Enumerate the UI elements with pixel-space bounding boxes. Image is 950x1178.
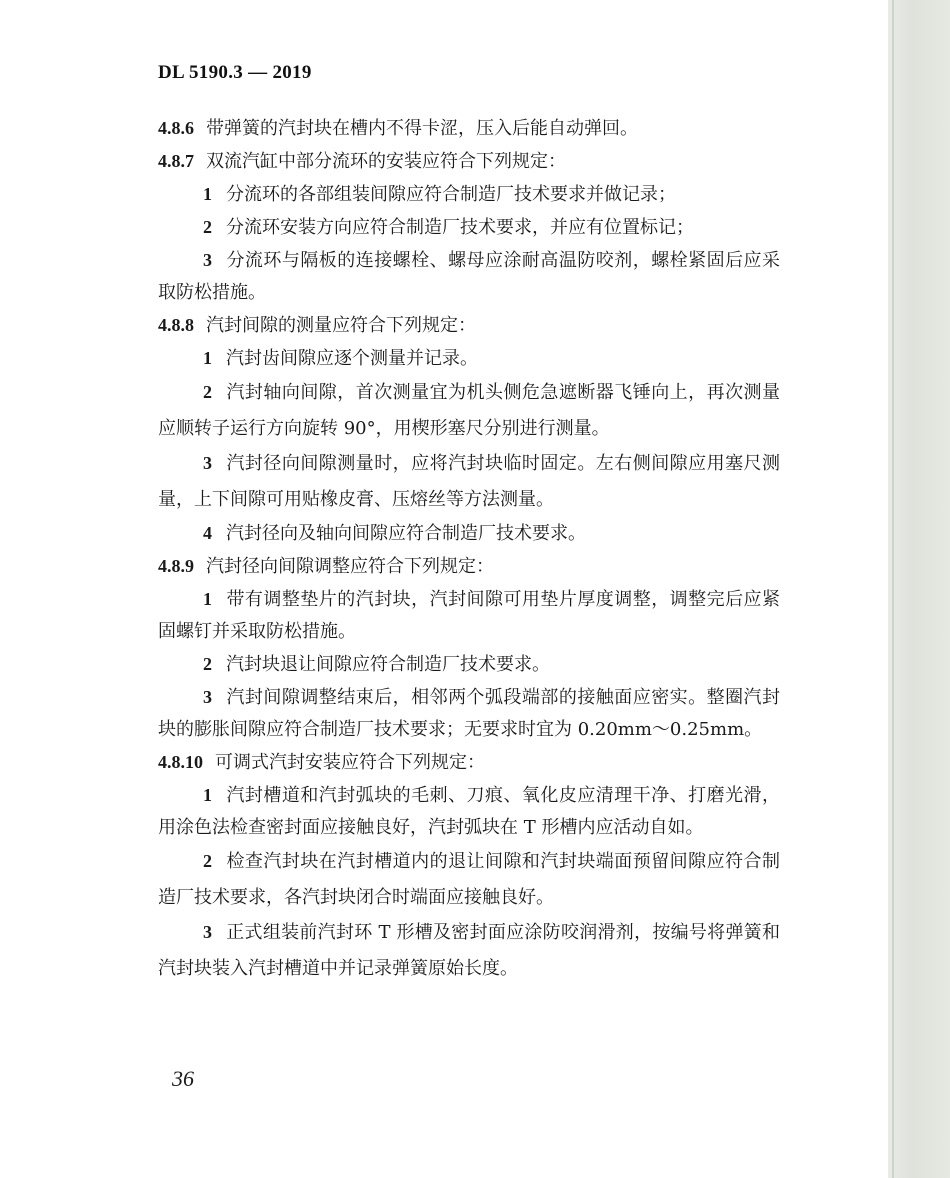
list-item [158, 915, 780, 986]
list-item [158, 844, 780, 915]
clause-4-8-9 [158, 550, 780, 583]
list-item [158, 375, 780, 446]
clause-text: 带弹簧的汽封块在槽内不得卡涩，压入后能自动弹回。 [206, 118, 638, 139]
item-number: 2 [203, 217, 212, 237]
item-text: 检查汽封块在汽封槽道内的退让间隙和汽封块端面预留间隙应符合制造厂技术要求，各汽封块闭合时端面应接触良好。 [158, 851, 780, 908]
clause-number: 4.8.7 [158, 151, 194, 171]
item-text: 带有调整垫片的汽封块，汽封间隙可用垫片厚度调整，调整完后应紧固螺钉并采取防松措施。 [158, 589, 780, 642]
list-item [158, 342, 780, 375]
item-text: 汽封轴向间隙，首次测量宜为机头侧危急遮断器飞锤向上，再次测量应顺转子运行方向旋转 90°，用楔形塞尺分别进行测量。 [158, 382, 780, 439]
item-number: 1 [203, 348, 212, 368]
item-text: 汽封块退让间隙应符合制造厂技术要求。 [226, 654, 550, 675]
item-text: 分流环安装方向应符合制造厂技术要求，并应有位置标记； [226, 217, 694, 238]
clause-4-8-7 [158, 145, 780, 178]
item-number: 3 [203, 922, 212, 942]
item-number: 3 [203, 687, 212, 707]
clause-text: 可调式汽封安装应符合下列规定： [215, 752, 485, 773]
list-item [158, 244, 780, 309]
page-number: 36 [172, 1066, 194, 1091]
clause-4-8-10 [158, 746, 780, 779]
list-item [158, 648, 780, 681]
item-text: 正式组装前汽封环 T 形槽及密封面应涂防咬润滑剂，按编号将弹簧和汽封块装入汽封槽道中并记录弹簧原始长度。 [158, 922, 780, 979]
clause-number: 4.8.10 [158, 752, 203, 772]
item-number: 2 [203, 654, 212, 674]
clause-text: 双流汽缸中部分流环的安装应符合下列规定： [206, 151, 566, 172]
item-text: 汽封间隙调整结束后，相邻两个弧段端部的接触面应密实。整圈汽封块的膨胀间隙应符合制造厂技术要求；无要求时宜为 0.20mm～0.25mm。 [158, 687, 780, 740]
clause-text: 汽封间隙的测量应符合下列规定： [206, 315, 476, 336]
list-item [158, 583, 780, 648]
list-item [158, 779, 780, 844]
item-text: 分流环与隔板的连接螺栓、螺母应涂耐高温防咬剂，螺栓紧固后应采取防松措施。 [158, 250, 780, 303]
clause-number: 4.8.6 [158, 118, 194, 138]
item-text: 分流环的各部组装间隙应符合制造厂技术要求并做记录； [226, 184, 676, 205]
document-body [158, 112, 780, 986]
clause-4-8-8 [158, 309, 780, 342]
list-item [158, 178, 780, 211]
list-item [158, 681, 780, 746]
scanned-page-edge [888, 0, 950, 1178]
clause-text: 汽封径向间隙调整应符合下列规定： [206, 556, 494, 577]
item-number: 2 [203, 851, 212, 871]
item-number: 2 [203, 382, 212, 402]
clause-number: 4.8.9 [158, 556, 194, 576]
item-text: 汽封齿间隙应逐个测量并记录。 [226, 348, 478, 369]
item-text: 汽封径向间隙测量时，应将汽封块临时固定。左右侧间隙应用塞尺测量，上下间隙可用贴橡皮膏、压熔丝等方法测量。 [158, 453, 780, 510]
item-text: 汽封槽道和汽封弧块的毛刺、刀痕、氧化皮应清理干净、打磨光滑，用涂色法检查密封面应接触良好，汽封弧块在 T 形槽内应活动自如。 [158, 785, 780, 838]
clause-4-8-6 [158, 112, 780, 145]
item-number: 1 [203, 785, 212, 805]
page-edge-line [892, 0, 894, 1178]
list-item [158, 517, 780, 550]
item-number: 4 [203, 523, 212, 543]
clause-number: 4.8.8 [158, 315, 194, 335]
document-code-header: DL 5190.3 — 2019 [158, 62, 312, 83]
list-item [158, 211, 780, 244]
item-number: 3 [203, 453, 212, 473]
item-text: 汽封径向及轴向间隙应符合制造厂技术要求。 [226, 523, 586, 544]
list-item [158, 446, 780, 517]
item-number: 3 [203, 250, 212, 270]
item-number: 1 [203, 589, 212, 609]
item-number: 1 [203, 184, 212, 204]
